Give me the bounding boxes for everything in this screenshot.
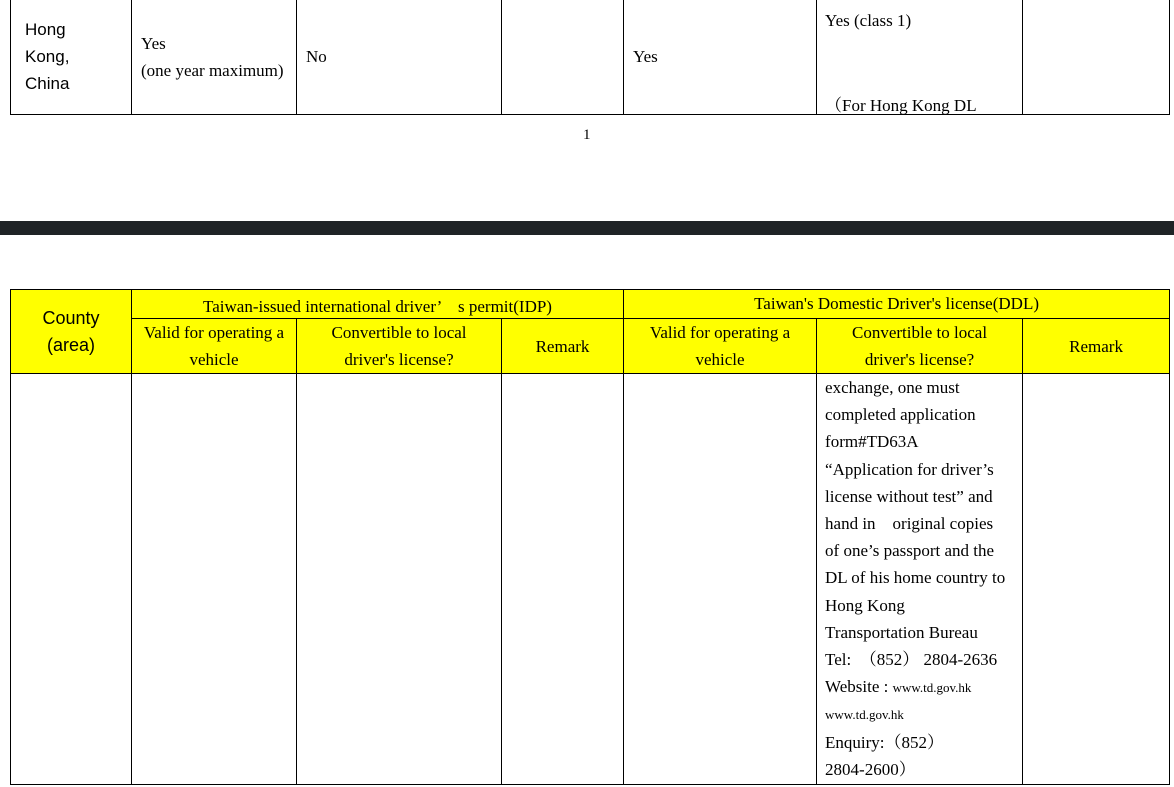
header-line: Valid for operating a (649, 323, 791, 342)
idp-convertible-header (297, 319, 502, 374)
country-cell (11, 0, 132, 115)
page-divider (0, 221, 1174, 235)
notes-line: completed application (825, 405, 976, 425)
idp-remark-header: Remark (502, 319, 624, 374)
ddl-convertible-cell (817, 0, 1023, 115)
idp-convertible-cell: No (297, 0, 502, 115)
header-line: driver's license? (344, 350, 454, 369)
idp-valid-line: (one year maximum) (141, 60, 284, 80)
country-line: Hong (25, 20, 66, 39)
driver-license-table (10, 289, 1170, 785)
header-line: vehicle (189, 350, 239, 369)
enquiry-line: 2804-2600） (825, 759, 916, 779)
county-cell (11, 374, 132, 785)
ddl-remark-cell (1023, 374, 1170, 785)
idp-valid-header (132, 319, 297, 374)
ddl-valid-cell (624, 374, 817, 785)
enquiry-line: Enquiry:（852） (825, 732, 945, 752)
ddl-valid-header (624, 319, 817, 374)
table-row-hong-kong (11, 0, 1170, 115)
website-link-repeat[interactable]: www.td.gov.hk (825, 707, 904, 723)
notes-line: “Application for driver’s (825, 459, 994, 479)
header-line: Convertible to local (331, 323, 467, 342)
ddl-convertible-header (817, 319, 1023, 374)
notes-line: form#TD63A (825, 432, 919, 452)
idp-valid-cell (132, 0, 297, 115)
header-line: Convertible to local (852, 323, 988, 342)
ddl-group-header: Taiwan's Domestic Driver's license(DDL) (624, 290, 1170, 319)
page-number: 1 (583, 127, 591, 143)
country-line: China (25, 74, 70, 93)
notes-line: Hong Kong (825, 595, 905, 615)
idp-valid-line: Yes (141, 33, 166, 53)
idp-remark-cell (502, 374, 624, 785)
header-line: driver's license? (864, 350, 975, 369)
ddl-valid-cell: Yes (624, 0, 817, 115)
idp-valid-cell (132, 374, 297, 785)
idp-remark-cell (502, 0, 624, 115)
table-row-continued (11, 374, 1170, 785)
county-header-line: (area) (46, 334, 95, 355)
header-row-groups (11, 290, 1170, 319)
notes-line: hand in original copies (825, 514, 994, 534)
idp-convertible-cell (297, 374, 502, 785)
notes-line: Transportation Bureau (825, 622, 978, 642)
header-line: Valid for operating a (143, 323, 285, 342)
ddl-convertible-note: （For Hong Kong DL (825, 96, 977, 115)
ddl-convertible-notes-cell (817, 374, 1023, 785)
county-header (11, 290, 132, 374)
notes-line: of one’s passport and the (825, 541, 995, 561)
idp-group-header: Taiwan-issued international driver’ s permit(IDP) (132, 290, 624, 319)
header-line: vehicle (695, 350, 745, 369)
header-row-columns (11, 319, 1170, 374)
ddl-remark-cell (1023, 0, 1170, 115)
county-header-line: County (42, 307, 100, 328)
website-line (825, 673, 1022, 701)
website-link[interactable]: www.td.gov.hk (892, 680, 972, 696)
notes-line: Tel: （852） 2804-2636 (825, 650, 998, 670)
notes-line: DL of his home country to (825, 568, 1006, 588)
ddl-convertible-class: Yes (class 1) (825, 11, 912, 30)
ddl-remark-header: Remark (1023, 319, 1170, 374)
country-line: Kong, (25, 47, 70, 66)
notes-line: exchange, one must (825, 378, 960, 397)
website-label: Website : (825, 677, 889, 697)
previous-page-table (10, 0, 1170, 115)
notes-line: license without test” and (825, 486, 993, 506)
